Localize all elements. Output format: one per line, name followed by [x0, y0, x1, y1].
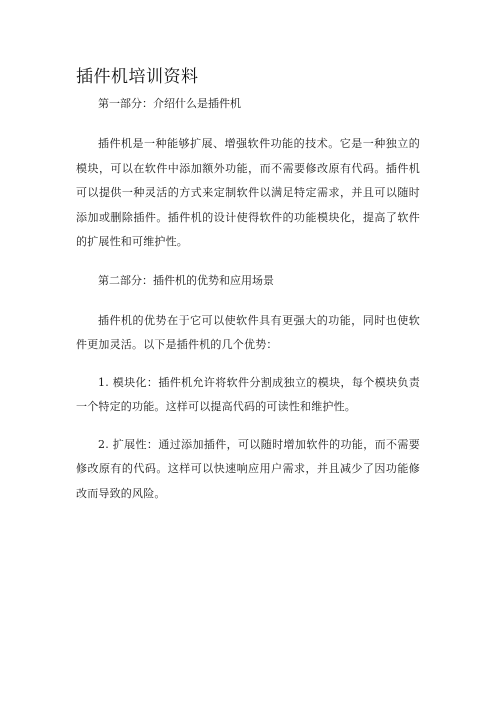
section-2-intro: 插件机的优势在于它可以使软件具有更强大的功能，同时也使软件更加灵活。以下是插件机的几个优势：	[76, 313, 420, 351]
section-1-heading: 第一部分：介绍什么是插件机	[98, 97, 241, 110]
section-1-paragraph: 插件机是一种能够扩展、增强软件功能的技术。它是一种独立的模块，可以在软件中添加额外功能，而不需要修改原有代码。插件机可以提供一种灵活的方式来定制软件以满足特定需求，并且可以随时添加或删除插件。插件机的设计使得软件的功能模块化，提高了软件的扩展性和可维护性。	[76, 137, 420, 248]
section-2-heading: 第二部分：插件机的优势和应用场景	[98, 273, 274, 287]
document-title: 插件机培训资料	[76, 67, 199, 87]
advantage-item-2: 2. 扩展性：通过添加插件，可以随时增加软件的功能，而不需要修改原有的代码。这样可以快速响应用户需求，并且减少了因功能修改而导致的风险。	[76, 437, 420, 500]
advantage-item-1: 1. 模块化：插件机允许将软件分割成独立的模块，每个模块负责一个特定的功能。这样可以提高代码的可读性和维护性。	[76, 375, 420, 413]
document-body	[76, 94, 420, 506]
